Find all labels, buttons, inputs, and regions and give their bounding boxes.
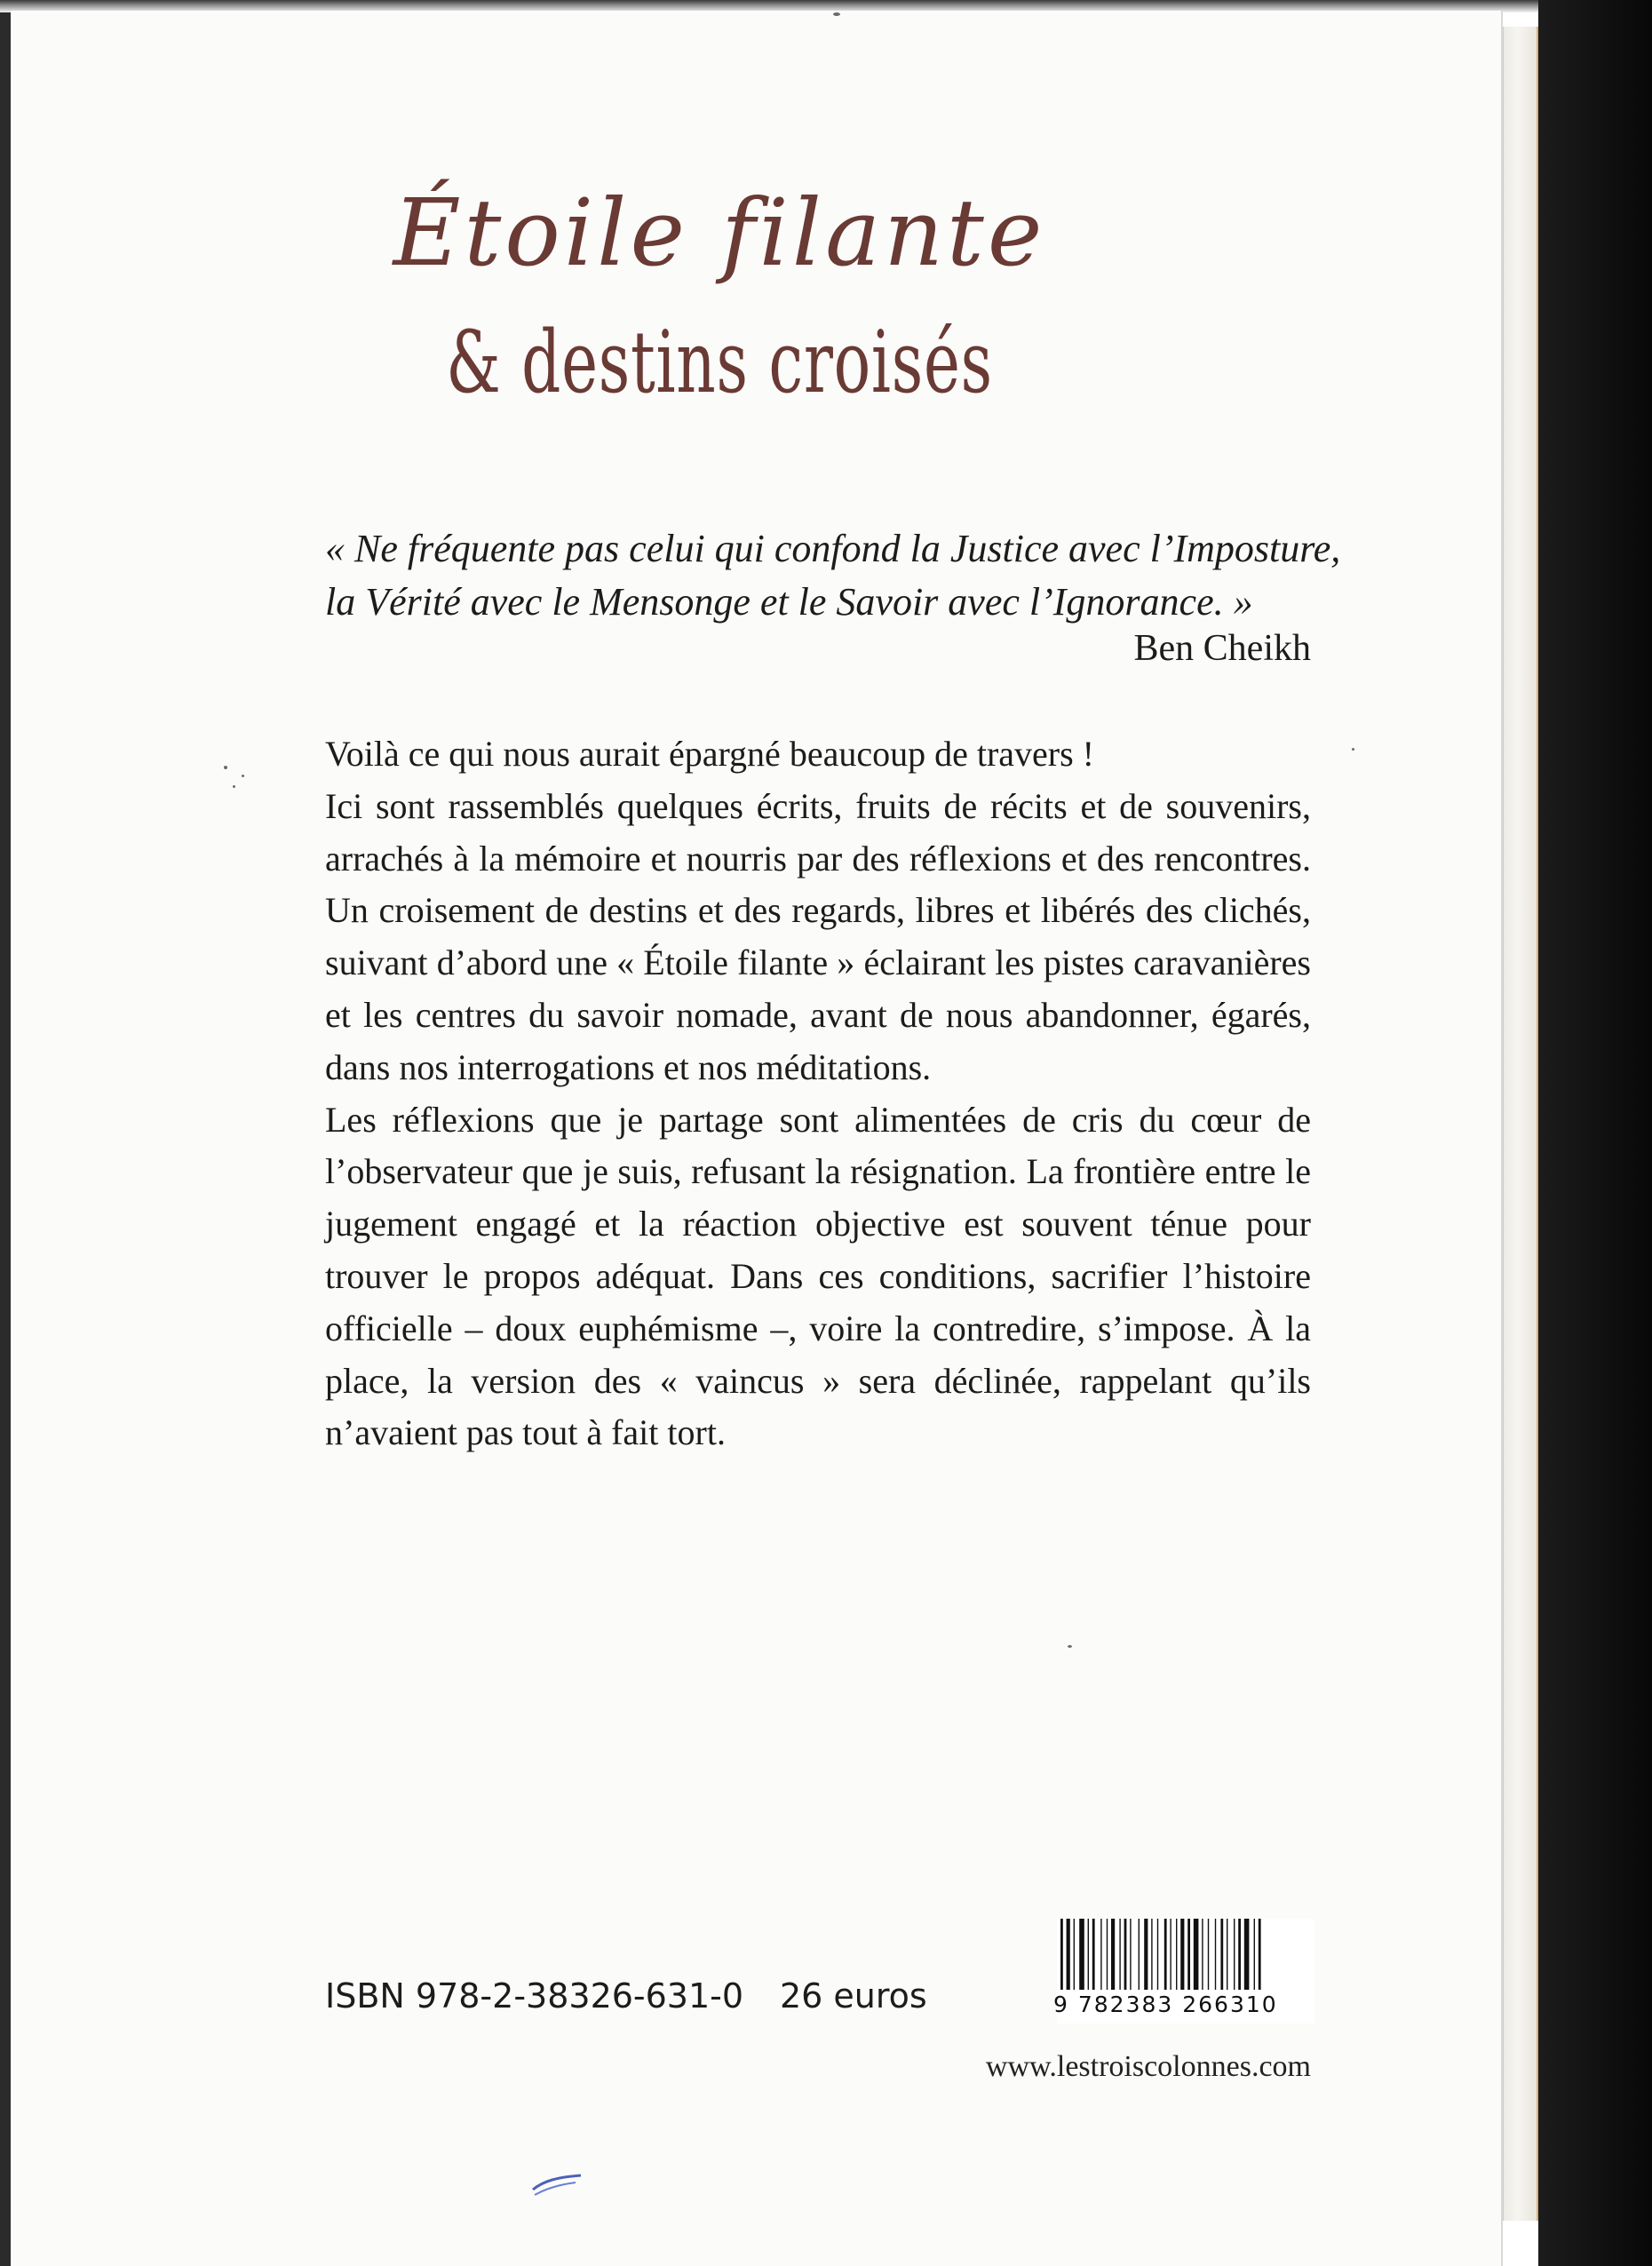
epigraph-line-1: « Ne fréquente pas celui qui confond la Justice avec l’Imposture, — [325, 527, 1341, 570]
scan-speck — [224, 766, 227, 769]
pen-mark-icon — [531, 2172, 584, 2202]
scan-speck — [833, 12, 840, 16]
title-line-1: Étoile filante — [393, 179, 1046, 287]
isbn-number: ISBN 978-2-38326-631-0 — [325, 1976, 744, 2016]
page-edge — [1503, 27, 1539, 2221]
blurb-paragraph-3: Les réflexions que je partage sont alimentées de cris du cœur de l’observateur que je suis, refusant la résignation. La frontière entre le jugement engagé et la réaction objective est souvent ténue pour trouver le propos adéquat. Dans ces conditions, sacrifier l’histoire officielle – doux euphémisme –, voire la contredire, s’impose. À la place, la version des « vaincus » sera déclinée, rappelant qu’ils n’avaient pas tout à fait tort. — [325, 1099, 1311, 1453]
scan-speck — [242, 775, 244, 777]
epigraph-author: Ben Cheikh — [1133, 628, 1311, 669]
title-line-2: & destins croisés — [446, 313, 993, 412]
epigraph-line-2: la Vérité avec le Mensonge et le Savoir avec l’Ignorance. » — [325, 580, 1253, 624]
scan-speck — [1068, 1645, 1072, 1648]
scan-background-right — [1538, 0, 1652, 2266]
epigraph-quote — [325, 522, 1341, 629]
scan-speck — [1352, 748, 1354, 751]
blurb-paragraph-2: Ici sont rassemblés quelques écrits, fruits de récits et de souvenirs, arrachés à la mémoire et nourris par des réflexions et des rencontres. Un croisement de destins et des regards, libres et libérés des clichés, suivant d’abord une « Étoile filante » éclairant les pistes caravanières et les centres du savoir nomade, avant de nous abandonner, égarés, dans nos interrogations et nos méditations. — [325, 785, 1311, 1087]
price-label: 26 euros — [780, 1976, 927, 2016]
barcode-digits: 9 782383 266310 — [1053, 1992, 1278, 2017]
scan-edge-left — [0, 0, 11, 2266]
publisher-website: www.lestroiscolonnes.com — [985, 2050, 1311, 2083]
blurb-paragraph-1: Voilà ce qui nous aurait épargné beaucoup de travers ! — [325, 734, 1094, 774]
blurb-text — [325, 728, 1311, 1459]
scan-speck — [233, 785, 235, 788]
